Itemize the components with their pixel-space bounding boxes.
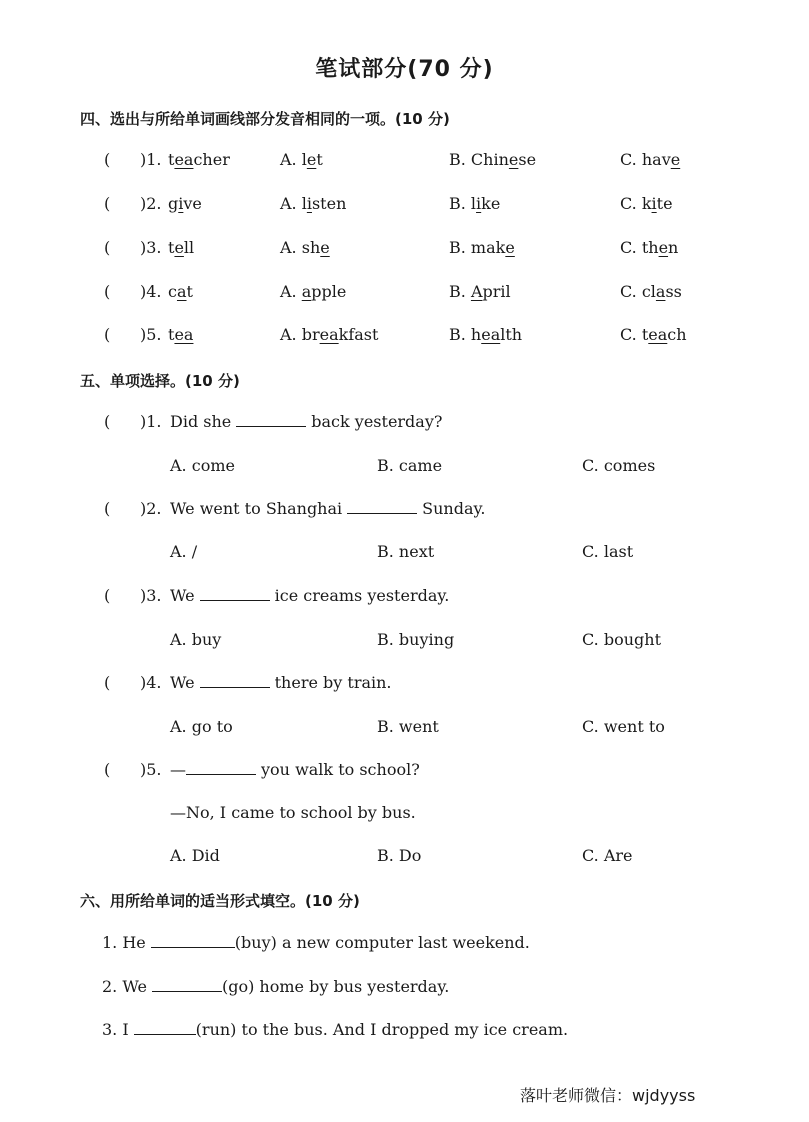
options-row xyxy=(0,846,809,870)
fill-row xyxy=(0,933,809,957)
question-word: tea xyxy=(168,325,194,344)
option-c[interactable]: C. went to xyxy=(582,717,665,736)
question-number: )5. xyxy=(140,325,162,344)
footer-contact: 落叶老师微信：wjdyyss xyxy=(520,1086,696,1105)
question-row xyxy=(0,499,809,523)
question-number: )4. xyxy=(140,673,162,692)
question-row xyxy=(0,150,809,174)
question-word: tell xyxy=(168,238,195,257)
answer-paren[interactable]: ( xyxy=(104,760,111,779)
options-row xyxy=(0,542,809,566)
options-row xyxy=(0,456,809,480)
underlined-letters: ea xyxy=(174,150,194,169)
answer-blank[interactable] xyxy=(152,977,222,992)
fill-sentence: 3. I (run) to the bus. And I dropped my ice cream. xyxy=(102,1020,569,1039)
option-c[interactable]: C. kite xyxy=(620,194,673,213)
answer-paren[interactable]: ( xyxy=(104,325,111,344)
underlined-letters: i xyxy=(476,194,482,213)
option-b[interactable]: B. came xyxy=(377,456,443,475)
answer-blank[interactable] xyxy=(151,933,235,948)
option-b[interactable]: B. Do xyxy=(377,846,422,865)
answer-paren[interactable]: ( xyxy=(104,499,111,518)
question-text: We ice creams yesterday. xyxy=(170,586,450,605)
option-b[interactable]: B. next xyxy=(377,542,435,561)
option-a[interactable]: A. Did xyxy=(170,846,220,865)
question-row xyxy=(0,194,809,218)
option-b[interactable]: B. health xyxy=(449,325,523,344)
answer-blank[interactable] xyxy=(186,760,256,775)
option-c[interactable]: C. bought xyxy=(582,630,661,649)
answer-blank[interactable] xyxy=(347,499,417,514)
option-c[interactable]: C. teach xyxy=(620,325,687,344)
fill-row xyxy=(0,977,809,1001)
option-c[interactable]: C. then xyxy=(620,238,679,257)
option-c[interactable]: C. comes xyxy=(582,456,656,475)
option-a[interactable]: A. she xyxy=(280,238,330,257)
question-row xyxy=(0,412,809,436)
question-word: teacher xyxy=(168,150,230,169)
option-a[interactable]: A. breakfast xyxy=(280,325,379,344)
underlined-letters: e xyxy=(505,238,515,257)
answer-paren[interactable]: ( xyxy=(104,586,111,605)
word-hint: (run) xyxy=(195,1020,237,1039)
option-a[interactable]: A. let xyxy=(280,150,323,169)
options-row xyxy=(0,717,809,741)
underlined-letters: e xyxy=(174,238,184,257)
question-row xyxy=(0,325,809,349)
answer-paren[interactable]: ( xyxy=(104,194,111,213)
underlined-letters: i xyxy=(178,194,184,213)
answer-paren[interactable]: ( xyxy=(104,282,111,301)
question-row xyxy=(0,586,809,610)
underlined-letters: a xyxy=(176,282,187,301)
question-word: give xyxy=(168,194,202,213)
question-row xyxy=(0,673,809,697)
option-c[interactable]: C. class xyxy=(620,282,682,301)
underlined-letters: i xyxy=(306,194,312,213)
question-text: Did she back yesterday? xyxy=(170,412,443,431)
underlined-letters: ea xyxy=(174,325,194,344)
question-text: — you walk to school? xyxy=(170,760,420,779)
question-number: )3. xyxy=(140,238,162,257)
question-number: )1. xyxy=(140,412,162,431)
underlined-letters: ea xyxy=(648,325,668,344)
section-6-heading: 六、用所给单词的适当形式填空。(10 分) xyxy=(80,892,360,910)
word-hint: (go) xyxy=(221,977,255,996)
answer-blank[interactable] xyxy=(200,673,270,688)
answer-blank[interactable] xyxy=(134,1020,196,1035)
answer-paren[interactable]: ( xyxy=(104,673,111,692)
reply-text: —No, I came to school by bus. xyxy=(170,803,416,822)
question-row xyxy=(0,282,809,306)
option-c[interactable]: C. have xyxy=(620,150,681,169)
question-number: )2. xyxy=(140,194,162,213)
answer-paren[interactable]: ( xyxy=(104,238,111,257)
underlined-letters: i xyxy=(651,194,657,213)
option-c[interactable]: C. last xyxy=(582,542,634,561)
question-row xyxy=(0,760,809,784)
question-word: cat xyxy=(168,282,193,301)
underlined-letters: ea xyxy=(319,325,339,344)
option-a[interactable]: A. / xyxy=(170,542,198,561)
underlined-letters: ea xyxy=(481,325,501,344)
options-row xyxy=(0,630,809,654)
underlined-letters: a xyxy=(655,282,666,301)
option-c[interactable]: C. Are xyxy=(582,846,633,865)
option-a[interactable]: A. apple xyxy=(280,282,347,301)
option-b[interactable]: B. went xyxy=(377,717,439,736)
question-number: )5. xyxy=(140,760,162,779)
underlined-letters: e xyxy=(306,150,317,169)
option-b[interactable]: B. buying xyxy=(377,630,455,649)
reply-row xyxy=(0,803,809,827)
question-text: We went to Shanghai Sunday. xyxy=(170,499,486,518)
question-row xyxy=(0,238,809,262)
underlined-letters: a xyxy=(301,282,312,301)
fill-sentence: 2. We (go) home by bus yesterday. xyxy=(102,977,450,996)
option-a[interactable]: A. listen xyxy=(280,194,347,213)
underlined-letters: e xyxy=(658,238,669,257)
fill-row xyxy=(0,1020,809,1044)
answer-paren[interactable]: ( xyxy=(104,150,111,169)
answer-paren[interactable]: ( xyxy=(104,412,111,431)
question-number: )2. xyxy=(140,499,162,518)
option-a[interactable]: A. buy xyxy=(170,630,222,649)
underlined-letters: e xyxy=(320,238,330,257)
option-b[interactable]: B. Chinese xyxy=(449,150,537,169)
word-hint: (buy) xyxy=(234,933,277,952)
question-number: )4. xyxy=(140,282,162,301)
section-5-heading: 五、单项选择。(10 分) xyxy=(80,372,240,390)
fill-sentence: 1. He (buy) a new computer last weekend. xyxy=(102,933,530,952)
option-b[interactable]: B. make xyxy=(449,238,515,257)
option-b[interactable]: B. like xyxy=(449,194,501,213)
answer-blank[interactable] xyxy=(200,586,270,601)
underlined-letters: e xyxy=(670,150,681,169)
option-a[interactable]: A. go to xyxy=(170,717,233,736)
page-title: 笔试部分(70 分) xyxy=(315,57,494,82)
option-a[interactable]: A. come xyxy=(170,456,235,475)
question-number: )3. xyxy=(140,586,162,605)
option-b[interactable]: B. April xyxy=(449,282,511,301)
section-4-heading: 四、选出与所给单词画线部分发音相同的一项。(10 分) xyxy=(80,110,450,128)
question-text: We there by train. xyxy=(170,673,392,692)
underlined-letters: e xyxy=(508,150,519,169)
question-number: )1. xyxy=(140,150,162,169)
answer-blank[interactable] xyxy=(236,412,306,427)
underlined-letters: A xyxy=(470,282,483,301)
